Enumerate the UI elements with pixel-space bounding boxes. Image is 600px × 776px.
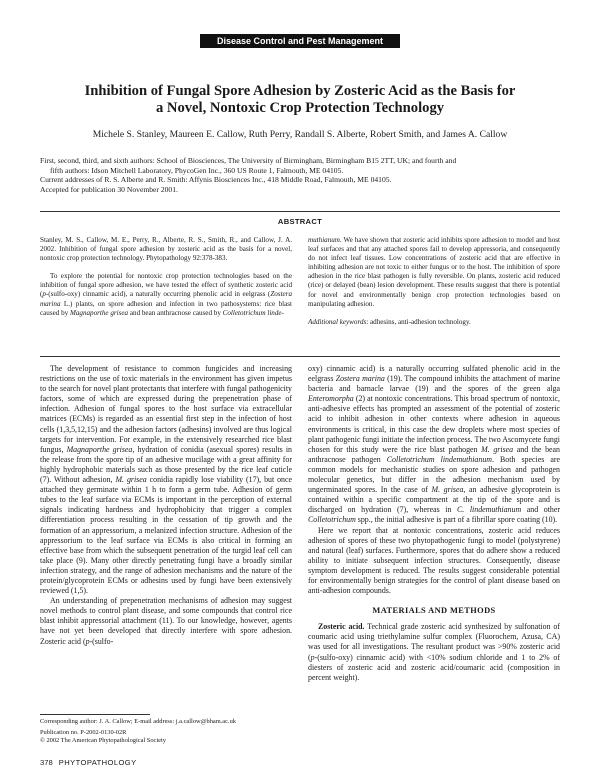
article-title bbox=[40, 83, 560, 117]
title-line-2: a Novel, Nontoxic Crop Protection Technology bbox=[155, 100, 445, 116]
body-right-column bbox=[308, 364, 560, 683]
affiliation-line-2: fifth authors: Idson Mitchell Laboratory, PhycoGen Inc., 360 US Route 1, Falmouth, ME 04105. bbox=[50, 165, 344, 175]
abstract-citation: Stanley, M. S., Callow, M. E., Perry, R., Alberte, R. S., Smith, R., and Callow, J. A. 2002. Inhibition of fungal spore adhesion by zosteric acid as the basis for a novel, nontoxic crop protection technology. Phytopathology 92:378-383. bbox=[40, 236, 292, 263]
section-banner: Disease Control and Pest Management bbox=[200, 34, 400, 48]
abstract-bottom-rule bbox=[40, 356, 560, 357]
current-address: Current addresses of R. S. Alberte and R. Smith: Affynis Biosciences Inc., 418 Middle Road, Falmouth, ME 04105. bbox=[40, 175, 392, 185]
abstract-text-left: To explore the potential for nontoxic crop protection technologies based on the inhibition of fungal spore adhesion, we have tested the effect of synthetic zosteric acid (p-(sulfo-oxy) cinnamic acid), a naturally occurring phenolic acid in eelgrass (Zostera marina L.) plants, on spore adhesion and infection in two pathosystems: rice blast caused by Magnaporthe grisea and bean anthracnose caused by Colletotrichum linde- bbox=[40, 272, 292, 317]
accepted-date: Accepted for publication 30 November 2001. bbox=[40, 184, 178, 194]
affiliation-line-1: First, second, third, and sixth authors: School of Biosciences, The University of Birmingham, Birmingham B15 2TT, UK; and fourth and bbox=[40, 156, 457, 165]
copyright-notice: © 2002 The American Phytopathological Society bbox=[40, 737, 166, 744]
methods-heading: MATERIALS AND METHODS bbox=[372, 606, 496, 616]
footnote-rule bbox=[40, 714, 150, 715]
abstract-heading: ABSTRACT bbox=[277, 217, 323, 226]
body-left-column bbox=[40, 364, 292, 647]
intro-paragraph-3: oxy) cinnamic acid) is a naturally occurring sulfated phenolic acid in the eelgrass Zostera marina (19). The compound inhibits the attachment of marine bacteria and barnacle larvae (19) and the spores of the green alga Enteromorpha (2) at nontoxic concentrations. This broad spectrum of nontoxic, anti-adhesive effects has prompted an assessment of the potential of zosteric acid to inhibit adhesion in other contexts where adhesion in aqueous environments is critical, in this case the dew droplets where most species of plant pathogenic fungi initiate the infection process. The two Ascomycete fungi chosen for this study were the rice blast pathogen M. grisea and the bean anthracnose pathogen Colletotrichum lindemuthianum. Both species are common models for mechanistic studies on spore adhesion and pathogen molecular genetics, but differ in the adhesion mechanism used by ungerminated spores. In the case of M. grisea, an adhesive glycoprotein is contained within a specific compartment at the tip of the spore and is discharged on hydration (7), whereas in C. lindemuthianum and other Colletotrichum spp., the initial adhesive is part of a fibrillar spore coating (10). bbox=[308, 364, 561, 525]
author-list: Michele S. Stanley, Maureen E. Callow, Ruth Perry, Randall S. Alberte, Robert Smith, and James A. Callow bbox=[92, 129, 508, 140]
zosteric-acid-paragraph: Zosteric acid. Technical grade zosteric acid synthesized by sulfonation of coumaric acid using triethylamine sulfur complex (Fluorochem, Azusa, CA) was used for all investigations. The resultant product was >90% zosteric acid (p-(sulfo-oxy) cinnamic acid) with <10% sodium chloride and 1 to 2% of diesters of zosteric acid and zosteric acid/coumaric acid (composition in percent weight). bbox=[308, 622, 560, 682]
corresponding-author: Corresponding author: J. A. Callow; E-mail address: j.a.callow@bham.ac.uk bbox=[40, 718, 236, 725]
affiliations bbox=[40, 156, 560, 194]
intro-paragraph-2: An understanding of prepenetration mechanisms of adhesion may suggest novel methods to control plant disease, and some compounds that control rice blast inhibit appressorial attachment (11). To our knowledge, however, agents have not yet been developed that directly interfere with spore adhesion. Zosteric acid (p-(sulfo- bbox=[40, 596, 292, 646]
page-footer bbox=[40, 758, 137, 767]
title-line-1: Inhibition of Fungal Spore Adhesion by Zosteric Acid as the Basis for bbox=[84, 83, 516, 99]
page-number: 378 bbox=[40, 758, 53, 767]
footnote-block bbox=[40, 718, 292, 745]
additional-keywords: Additional keywords: adhesins, anti-adhesion technology. bbox=[308, 317, 471, 326]
abstract-top-rule bbox=[40, 211, 560, 212]
intro-paragraph-4: Here we report that at nontoxic concentrations, zosteric acid reduces adhesion of spores of these two phytopathogenic fungi to model (polystyrene) and natural (leaf) surfaces. Furthermore, spores that do adhere show a reduced ability to initiate subsequent infection structures. Consequently, disease symptom development is reduced. The results suggest considerable potential for environmentally benign strategies for the control of plant disease based on anti-adhesion compounds. bbox=[308, 525, 560, 596]
publication-number: Publication no. P-2002-0130-02R bbox=[40, 729, 127, 736]
abstract-text-right: muthianum. We have shown that zosteric acid inhibits spore adhesion to model and host leaf surfaces and that any attached spores fail to develop appressoria, and consequently do not infect leaf tissues. Low concentrations of zosteric acid that are effective in inhibiting adhesion are not toxic to either fungus or to the host. The inhibition of spore adhesion in the rice blast pathogen is fully reversible. On plants, zosteric acid reduced (rice) or delayed (bean) lesion development. These results suggest that there is potential for novel and environmentally benign crop protection technologies based on manipulating adhesion. bbox=[308, 236, 560, 308]
journal-name: PHYTOPATHOLOGY bbox=[58, 758, 137, 767]
intro-paragraph-1: The development of resistance to common fungicides and increasing restrictions on the use of toxic materials in the environment has given impetus to the search for novel plant protectants that interfere with fungal pathogenicity factors, some of which are expressed during the prepenetration phase of infection. Adhesion of fungal spores to the host surface via extracellular matrices (ECMs) is regarded as an essential first step in the infection of host cells (1,3,5,12,15) and the adhesion factors (adhesins) involved are thus logical targets for intervention. For example, in the extensively researched rice blast fungus, Magnaporthe grisea, hydration of conidia (asexual spores) results in the release from the spore tip of an adhesive mucilage with a great affinity for highly hydrophobic materials such as those presented by the rice leaf cuticle (7). Without adhesion, M. grisea conidia rapidly lose viability (17), but once attached they germinate within 1 h to form a germ tube. Adhesion of germ tubes to the leaf surface via ECMs is important in the perception of external signals indicating hardness and hydrophobicity that trigger a complex differentiation process resulting in the cessation of tip growth and the formation of an appressorium, a melanized infection structure. Adhesion of the appressorium to the leaf surface via ECMs is also critical in forming an effective base from which the subsequent penetration of the turgid leaf cell can take place (9). Many other directly penetrating fungi have a broadly similar infection strategy, and the range of adhesion mechanisms and the nature of the protein/glycoprotein ECMs or adhesins used by fungi have been extensively reviewed (1,5). bbox=[40, 364, 293, 596]
abstract-left-column bbox=[40, 236, 292, 318]
abstract-right-column bbox=[308, 236, 560, 327]
